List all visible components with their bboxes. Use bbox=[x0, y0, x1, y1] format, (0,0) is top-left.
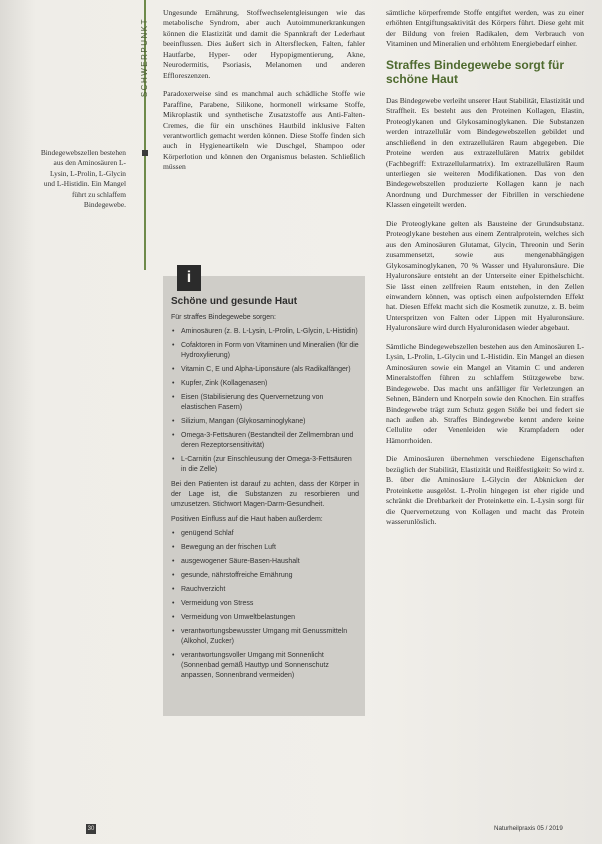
list-item: • Vermeidung von Umweltbelastungen bbox=[171, 613, 359, 623]
nutrient-list bbox=[171, 327, 359, 475]
section-label: SCHWERPUNKT bbox=[140, 18, 149, 98]
paragraph: Die Aminosäuren übernehmen verschiedene Eigenschaften bezüglich der Stabilität, Elastizität und Reißfestigkeit: So wird z. B. über die Aminosäure L-Glycin der Abknicken der Proteinkette ausgelöst. L-Prolin hingegen ist eher rigide und schränkt die Drehbarkeit der Proteinkette ein. L-Lysin sorgt für die Quervernetzung von Kollagen und macht das Protein wasserunlöslich. bbox=[386, 454, 584, 527]
list-item: • gesunde, nährstoffreiche Ernährung bbox=[171, 571, 359, 581]
column-left bbox=[163, 8, 365, 181]
list-item: • verantwortungsvoller Umgang mit Sonnenlicht (Sonnenbad gemäß Hauttyp und Sonnenschutz anpassen, Sonnenbrand vermeiden) bbox=[171, 651, 359, 681]
list-item: • genügend Schlaf bbox=[171, 529, 359, 539]
list-item: • Silizium, Mangan (Glykosaminoglykane) bbox=[171, 417, 359, 427]
paragraph: sämtliche körperfremde Stoffe entgiftet werden, was zu einer erhöhten Entgiftungsaktivität des Körpers führt. Diese geht mit der Bildung von freien Radikalen, dem Verbrauch von Vitaminen und Mineralien und erhöhtem Energiebedarf einher. bbox=[386, 8, 584, 49]
page-number: 30 bbox=[87, 826, 95, 832]
list-item: • ausgewogener Säure-Basen-Haushalt bbox=[171, 557, 359, 567]
list-item: • Omega-3-Fettsäuren (Bestandteil der Zellmembran und deren Rezeptorsensitivität) bbox=[171, 431, 359, 451]
list-item: • Bewegung an der frischen Luft bbox=[171, 543, 359, 553]
list-item: • Cofaktoren in Form von Vitaminen und Mineralien (für die Hydroxylierung) bbox=[171, 341, 359, 361]
paragraph: Sämtliche Bindegewebszellen bestehen aus den Aminosäuren L-Lysin, L-Prolin, L-Glycin und L-Histidin. Ein Mangel an diesen Aminosäuren sowie ein Mangel an Vitamin C und anderen Mineralstoffen führen zu schlaffem Stützgewebe bzw. Bindegewebe. Das macht uns anfälliger für Verletzungen an Sehnen, Bändern und Knorpeln sowie den Knochen. Ein straffes Bindegewebe trägt zum Schutz gegen Stöße bei und federt sie nach außen ab. Straffes Bindegewebe kennt andere keine Cellulite oder Venenleiden wie Krampfadern oder Hämorrhoiden. bbox=[386, 341, 584, 445]
list-item: • Kupfer, Zink (Kollagenasen) bbox=[171, 379, 359, 389]
list-item: • verantwortungsbewusster Umgang mit Genussmitteln (Alkohol, Zucker) bbox=[171, 627, 359, 647]
section-heading: Straffes Bindegewebe sorgt für schöne Haut bbox=[386, 57, 565, 86]
list-item: • Vitamin C, E und Alpha-Liponsäure (als Radikalfänger) bbox=[171, 365, 359, 375]
list-item: • Rauchverzicht bbox=[171, 585, 359, 595]
lifestyle-list bbox=[171, 529, 359, 681]
info-box-intro: Für straffes Bindegewebe sorgen: bbox=[171, 314, 276, 321]
info-box-intro-2: Positiven Einfluss auf die Haut haben außerdem: bbox=[171, 516, 323, 523]
info-box bbox=[163, 269, 365, 716]
list-item: • Aminosäuren (z. B. L-Lysin, L-Prolin, L-Glycin, L-Histidin) bbox=[171, 327, 359, 337]
sidenote: Bindegewebszellen bestehen aus den Aminosäuren L-Lysin, L-Prolin, L-Glycin und L-Histidin. Ein Mangel führt zu schlaffem Bindegewebe. bbox=[40, 148, 126, 210]
sidenote-marker bbox=[142, 150, 148, 156]
column-right bbox=[386, 8, 584, 535]
paragraph: Das Bindegewebe verleiht unserer Haut Stabilität, Elastizität und Straffheit. Es besteht aus den Proteinen Kollagen, Elastin, Proteoglykanen und Glykosaminoglykanen. Die Substanzen werden intrazellulär vom Bindegewebszellen gebildet und anschließend in den extrazellulären Raum abgegeben. Die Proteine werden aus extrazellulären Matrix gebildet (Fachbegriff: Extrazellularmatrix). Im extrazellulären Raum unterliegen sie weiteren Modifikationen. Das von den Bindegewebszellen produzierte Kollagen kann je nach Anordnung und Durchmesser der Fibrillen in verschiedene Klassen eingeteilt werden. bbox=[386, 95, 584, 210]
paragraph: Paradoxerweise sind es manchmal auch schädliche Stoffe wie Paraffine, Parabene, Silikone, hormonell wirksame Stoffe, Mikroplastik und synthetische Zusatzstoffe aus Anti-Falten-Cremes, die für ein unschönes Hautbild inklusive Falten verantwortlich gemacht werden können. Diese Stoffe finden sich auch in Hygieneartikeln wie Duschgel, Shampoo oder Körperlotion und können den Organismus belasten. Schließlich müssen bbox=[163, 89, 365, 172]
info-icon: i bbox=[177, 265, 201, 291]
paragraph: Ungesunde Ernährung, Stoffwechselentgleisungen wie das metabolische Syndrom, aber auch Autoimmunerkrankungen können die Elastizität und damit die Spannkraft der Lederhaut beeinflussen. Dies äußert sich in Altersflecken, Falten, fahler Hautfarbe, Hyper- oder Hypopigmentierung, Akne, Neurodermitis, Psoriasis, Melanomen und anderen Effloreszenzen. bbox=[163, 8, 365, 80]
info-box-title: Schöne und gesunde Haut bbox=[171, 296, 298, 307]
list-item: • Eisen (Stabilisierung des Quervernetzung von elastischen Fasern) bbox=[171, 393, 359, 413]
list-item: • L-Carnitin (zur Einschleusung der Omega-3-Fettsäuren in die Zelle) bbox=[171, 455, 359, 475]
info-box-paragraph: Bei den Patienten ist darauf zu achten, dass der Körper in der Lage ist, die Substanzen zu resorbieren und umzusetzen. Stichwort Magen-Darm-Gesundheit. bbox=[171, 481, 359, 508]
paragraph: Die Proteoglykane gelten als Bausteine der Grundsubstanz. Proteoglykane bestehen aus einem Zentralprotein, welches sich aus den Aminosäuren Glutamat, Glycin, Threonin und Serin zusammensetzt, sowie aus mengenabhängigen Glykosaminoglykanen, 70 % Wasser und Hyaluronsäure. Die Hyaluronsäure entsteht an der Unterseite einer Epithelschicht. Sie lässt einen zellfreien Raum entstehen, in den Zellen einwandern können, was optisch einen aufpolsternden Effekt hat. Diesen Effekt macht sich die Kosmetik zunutze, z. B. beim Unterspritzen von Falten oder Lippen mit Hyaluronsäure. Hyaluronsäure wird durch Hyaluronidasen wieder abgebaut. bbox=[386, 218, 584, 333]
footer-issue: Naturheilpraxis 05 / 2019 bbox=[494, 825, 563, 832]
list-item: • Vermeidung von Stress bbox=[171, 599, 359, 609]
